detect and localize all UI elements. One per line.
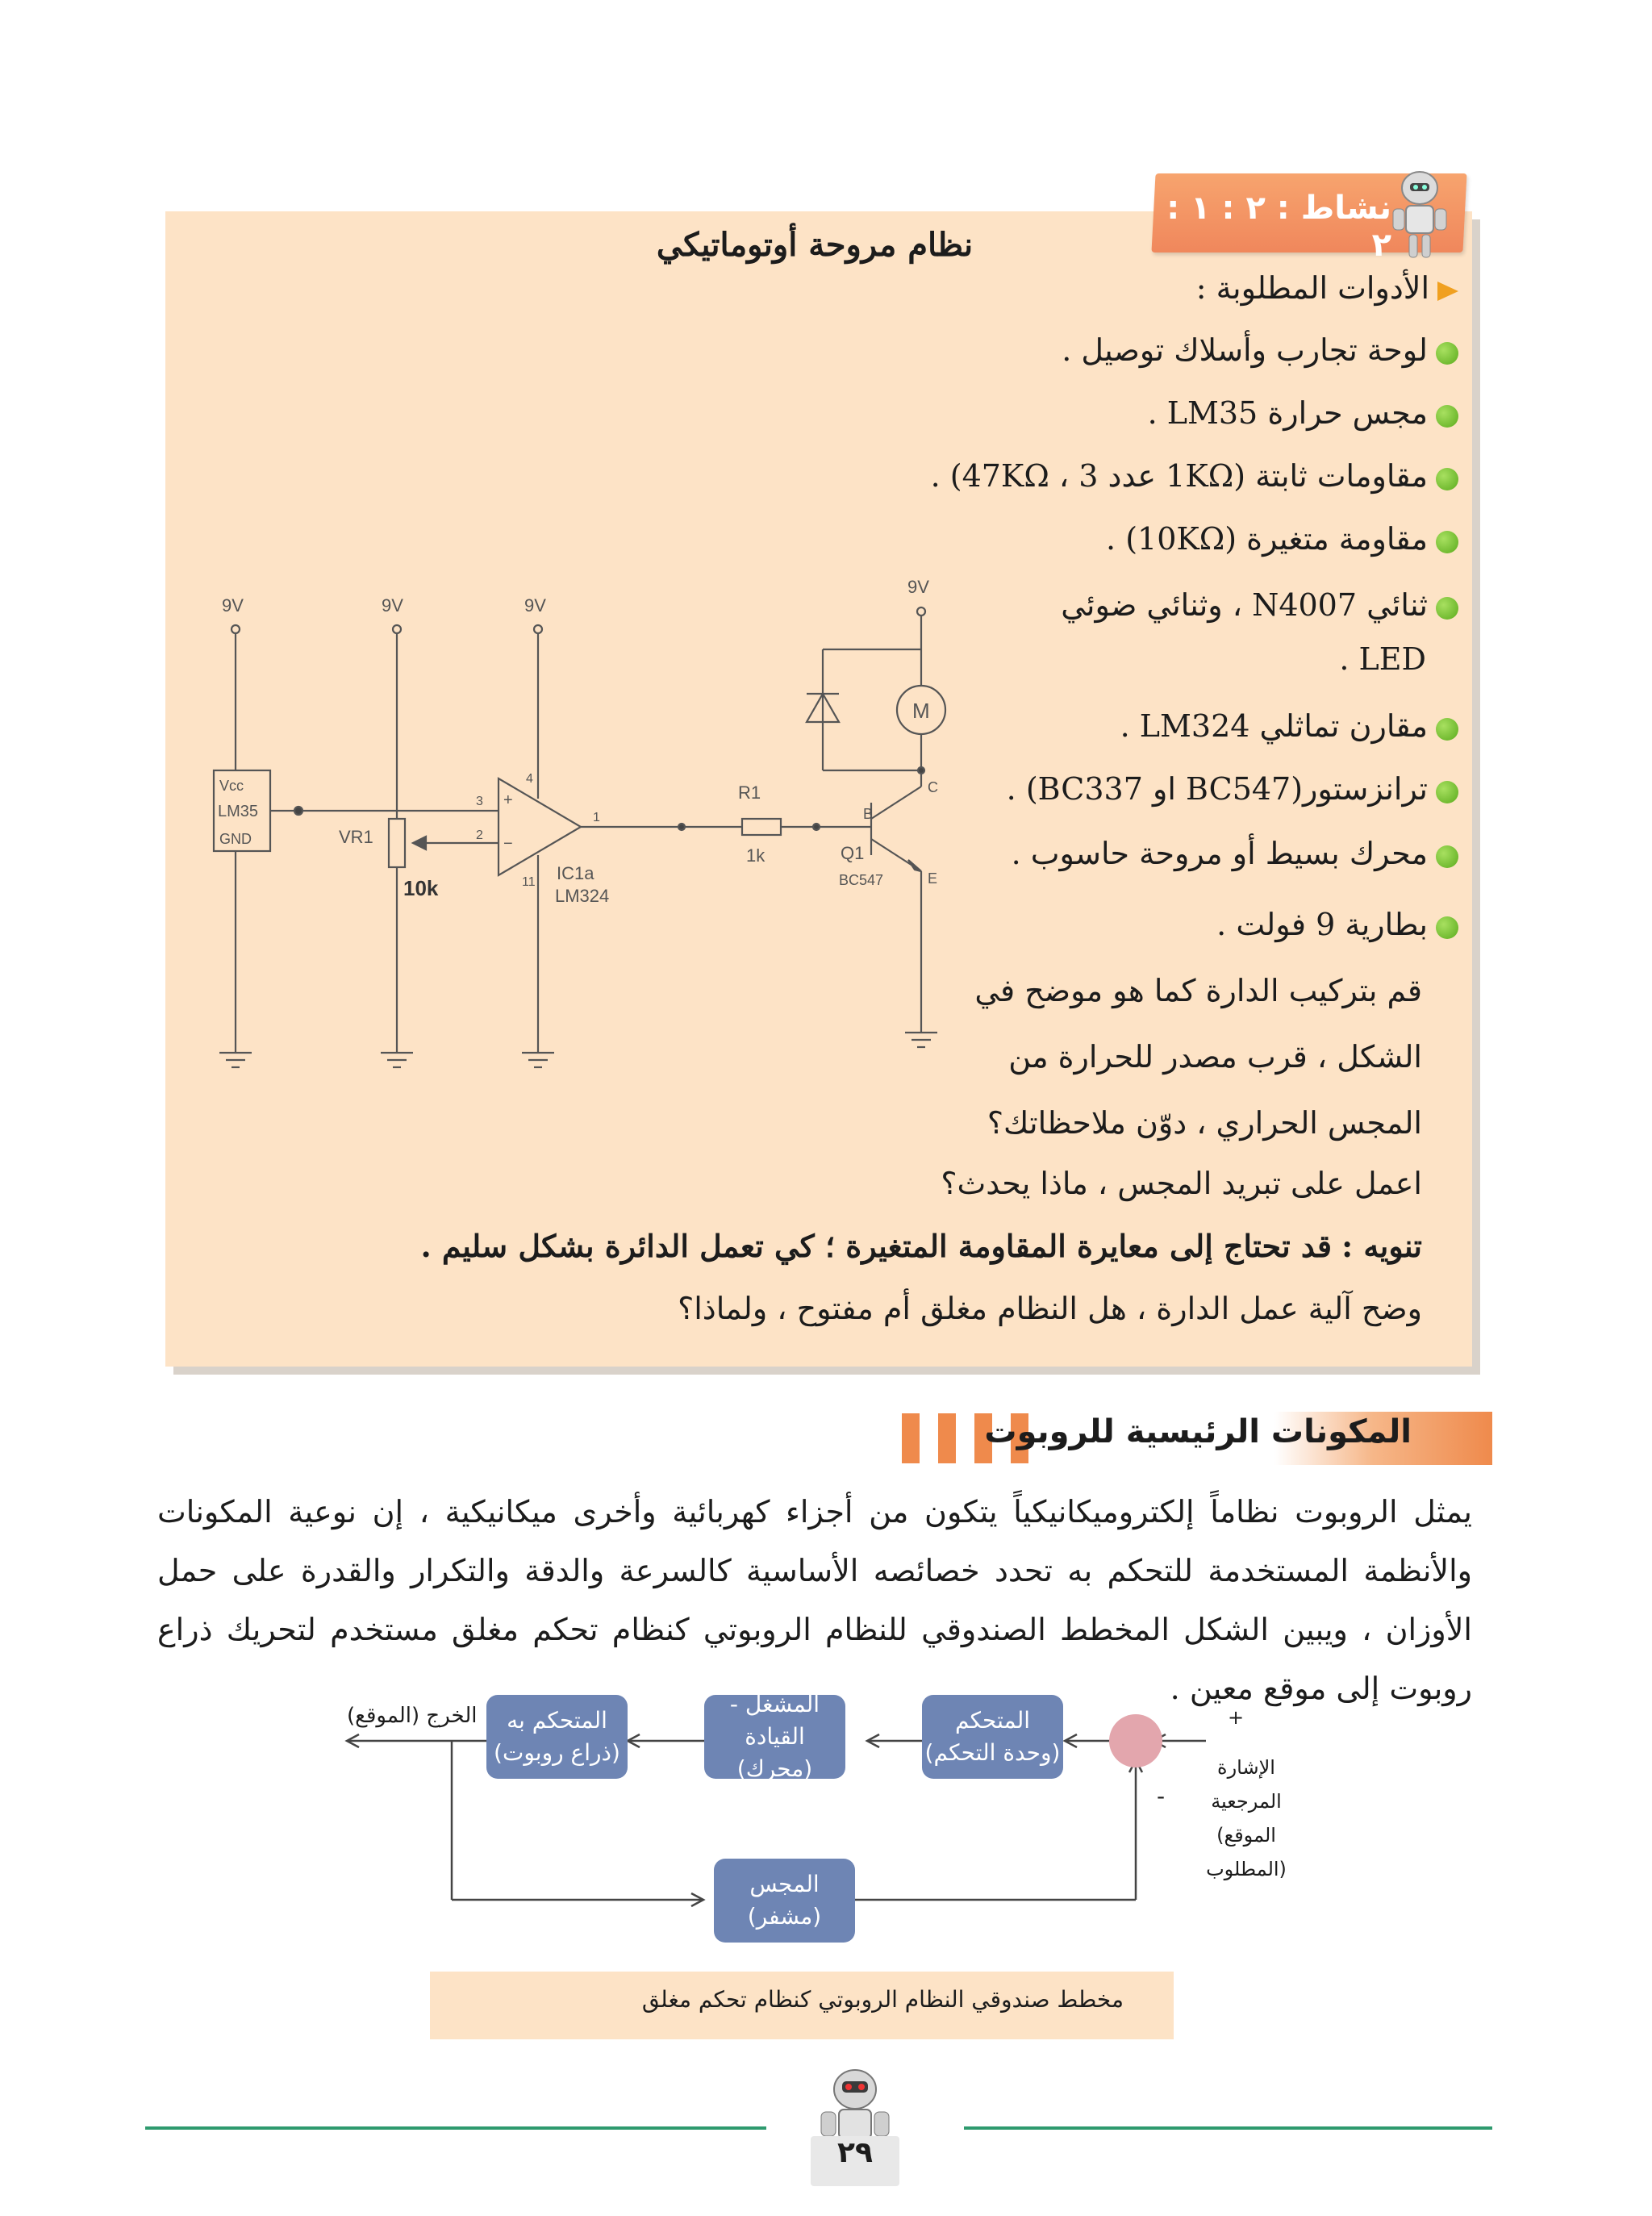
output-label: الخرج (الموقع) [347,1704,478,1728]
actuator-sub-label: (محرك) [736,1755,813,1782]
green-bullet-icon [1436,916,1458,939]
supply-label: 9V [382,595,403,616]
ic-type-label: LM324 [555,886,610,906]
transistor-name-label: Q1 [841,843,865,863]
note-label: تنويه : [1341,1228,1422,1264]
resistor [742,819,781,835]
green-bullet-icon [1436,531,1458,553]
summing-junction [1109,1714,1162,1767]
tool-item-text: لوحة تجارب وأسلاك توصيل . [1062,332,1428,368]
pin-label: 4 [526,772,533,786]
plant-sub-label: (ذراع روبوت) [494,1739,620,1766]
tool-item [1061,587,1458,624]
plant-block [486,1695,628,1779]
robot-mascot-icon [1383,165,1456,262]
pin-label: 2 [476,828,483,842]
pin-label: 3 [476,795,483,808]
tool-item [1007,771,1458,808]
green-bullet-icon [1436,845,1458,868]
pin-label: C [928,779,938,795]
note-text: قد تحتاج إلى معايرة المقاومة المتغيرة ؛ كي تعمل الدائرة بشكل سليم . [420,1228,1333,1264]
plant-label: المتحكم به [507,1707,607,1734]
ic-name-label: IC1a [557,863,594,883]
plus-sign: + [1228,1706,1245,1729]
ground-symbol [522,1053,554,1067]
green-bullet-icon [1436,597,1458,620]
sensor-sub-label: (مشفر) [747,1903,822,1930]
tool-item-text: بطارية 9 فولت . [1216,907,1428,942]
reference-signal-label [1194,1751,1299,1886]
green-bullet-icon [1436,718,1458,741]
controller-block [922,1695,1063,1779]
reference-line: المرجعية [1211,1790,1282,1813]
minus-label: − [503,835,513,853]
section-title: المكونات الرئيسية للروبوت [984,1413,1412,1450]
ground-symbol [381,1053,413,1067]
pin-label: 1 [593,811,600,824]
ground-symbol [905,1033,937,1047]
sensor-gnd-label: GND [219,831,252,847]
instruction-line: اعمل على تبريد المجس ، ماذا يحدث؟ [941,1166,1422,1201]
instruction-line: المجس الحراري ، دوّن ملاحظاتك؟ [987,1105,1422,1141]
plus-label: + [503,791,513,809]
activity-title: نظام مروحة أوتوماتيكي [656,226,974,264]
arrow-marker-icon [1437,282,1458,301]
supply-label: 9V [524,595,546,616]
transistor-type-label: BC547 [839,872,884,888]
page-number: ٢٩ [811,2136,899,2186]
tool-item [931,458,1458,495]
activity-label: نشاط : ٢ : ١ : ٢ [1166,190,1391,264]
question-line: وضح آلية عمل الدارة ، هل النظام مغلق أم مفتوح ، ولماذا؟ [678,1291,1422,1326]
tool-item [1216,907,1458,944]
resistor-name-label: R1 [738,782,761,803]
reference-line: الإشارة [1217,1756,1275,1779]
motor-label: M [912,699,930,723]
controller-label: المتحكم [954,1707,1031,1734]
green-bullet-icon [1436,342,1458,365]
supply-label: 9V [907,577,929,597]
pot-value-label: 10k [403,876,439,900]
robot-footer-icon [815,2065,895,2142]
actuator-block [704,1691,845,1782]
tool-item [1106,521,1458,558]
sensor-label: المجس [749,1871,820,1897]
instruction-line: قم بتركيب الدارة كما هو موضح في [974,973,1422,1008]
reference-line: (الموقع [1216,1824,1276,1847]
tool-item [1120,708,1458,745]
tool-item-text: مقاومة متغيرة (10KΩ) . [1106,521,1428,557]
tool-item [1062,332,1458,369]
tools-heading-text: الأدوات المطلوبة : [1195,270,1429,306]
sensor-block [714,1859,855,1943]
tool-item-text: محرك بسيط أو مروحة حاسوب . [1011,836,1428,871]
footer-line-right [964,2126,1492,2130]
section-paragraph: يمثل الروبوت نظاماً إلكتروميكانيكياً يتكون من أجزاء كهربائية وأخرى ميكانيكية ، إن نوعية المكونات والأنظمة المستخدمة للتحكم به تحدد خصائصه الأساسية كالسرعة والدقة والتكرار والقدرة على حمل الأوزان ، ويبين الشكل المخطط الصندوقي للنظام الروبوتي كنظام تحكم مغلق مستخدم لتحريك ذراع روبوت إلى موقع معين . [157,1494,1472,1706]
actuator-label: المشغل - القيادة [729,1691,820,1750]
green-bullet-icon [1436,781,1458,803]
pot-name-label: VR1 [339,827,373,847]
instruction-line: الشكل ، قرب مصدر للحرارة من [1008,1039,1422,1075]
footer-line-left [145,2126,766,2130]
potentiometer [389,819,405,867]
ground-symbol [219,1053,252,1067]
pin-label: B [863,806,874,822]
tool-item-continuation: LED . [1339,641,1426,677]
minus-sign: - [1157,1783,1166,1809]
header-stripe [902,1413,920,1463]
tool-item-text: ثنائي N4007 ، وثنائي ضوئي [1061,587,1428,623]
header-stripe [938,1413,956,1463]
tool-item-text: مقاومات ثابتة (1KΩ عدد 3 ، 47KΩ) . [930,458,1428,494]
sensor-vcc-label: Vcc [219,778,244,794]
tool-item-text: ترانزستور(BC547 او BC337) . [1006,771,1428,807]
tool-item-text: مجس حرارة LM35 . [1147,395,1428,431]
supply-label: 9V [222,595,244,616]
pin-label: 11 [522,875,536,889]
tool-item-text: مقارن تماثلي LM324 . [1120,708,1428,744]
reference-line: المطلوب) [1206,1858,1287,1880]
note-line [420,1228,1422,1266]
tool-item [1148,395,1458,432]
diagram-caption: مخطط صندوقي النظام الروبوتي كنظام تحكم مغلق [641,1986,1124,2013]
pin-label: E [928,870,938,887]
tools-heading [1196,270,1458,307]
resistor-value-label: 1k [746,845,766,866]
green-bullet-icon [1436,405,1458,428]
sensor-name-label: LM35 [218,803,259,820]
green-bullet-icon [1436,468,1458,490]
circuit-schematic [177,565,992,1081]
controller-sub-label: (وحدة التحكم) [924,1739,1061,1766]
tool-item [1012,836,1458,873]
